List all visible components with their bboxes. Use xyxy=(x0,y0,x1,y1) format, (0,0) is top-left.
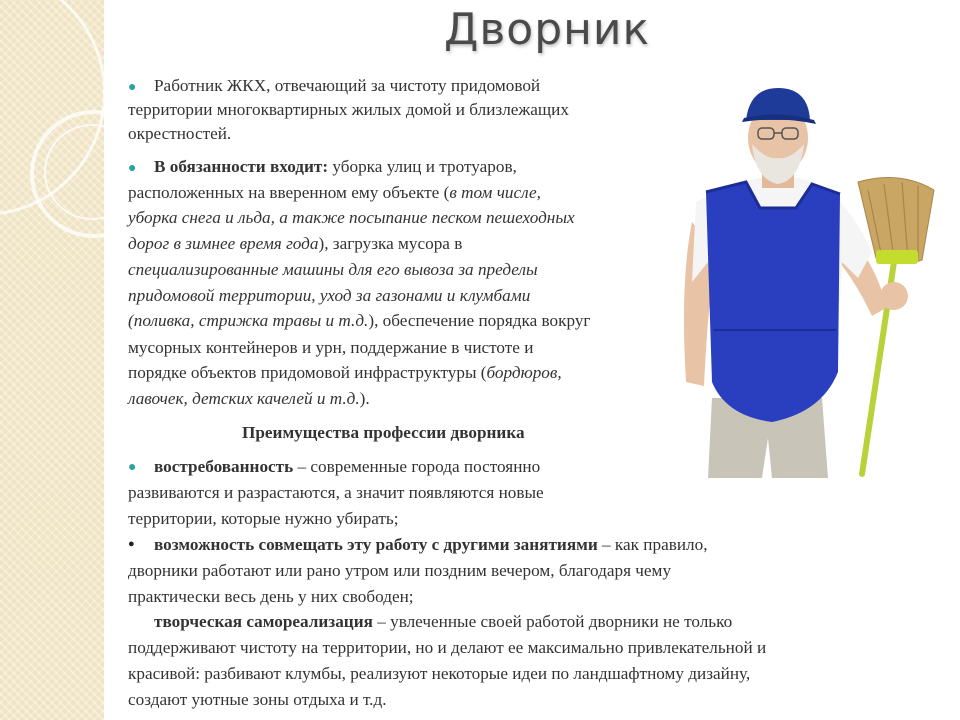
duties-line-6: придомовой территории, уход за газонами и клумбами xyxy=(128,286,531,305)
adv2-line-3: практически весь день у них свободен; xyxy=(128,587,414,606)
duties-line-4: дорог в зимнее время года), загрузка мусора в xyxy=(128,234,463,253)
duties-line-7: (поливка, стрижка травы и т.д.), обеспечение порядка вокруг xyxy=(128,311,591,330)
adv1-line-1: востребованность – современные города постоянно xyxy=(154,457,541,476)
adv3-line-4: создают уютные зоны отдыха и т.д. xyxy=(128,690,387,709)
intro-line-3: окрестностей. xyxy=(128,124,232,143)
adv2-label: возможность совмещать эту работу с другими занятиями xyxy=(154,535,598,554)
adv3-label: творческая самореализация xyxy=(154,612,373,631)
duties-line-3: уборка снега и льда, а также посыпание песком пешеходных xyxy=(128,208,575,227)
bullet-icon: ● xyxy=(128,161,137,176)
adv1-line-3: территории, которые нужно убирать; xyxy=(128,509,399,528)
decorative-left-band xyxy=(0,0,104,720)
decorative-ring-inner xyxy=(44,124,140,220)
adv2-line-2: дворники работают или рано утром или поздним вечером, благодаря чему xyxy=(128,561,672,580)
advantages-heading: Преимущества профессии дворника xyxy=(242,423,525,442)
adv3-line-2: поддерживают чистоту на территории, но и делают ее максимально привлекательной и xyxy=(128,638,767,657)
duties-line-2: расположенных на вверенном ему объекте (в том числе, xyxy=(128,183,541,202)
bullet-icon: ● xyxy=(128,80,137,95)
intro-line-2: территории многоквартирных жилых домой и близлежащих xyxy=(128,100,569,119)
duties-line-1: В обязанности входит: уборка улиц и тротуаров, xyxy=(154,157,517,176)
adv2-line-1: возможность совмещать эту работу с другими занятиями – как правило, xyxy=(154,535,708,554)
duties-line-10: лавочек, детских качелей и т.д.). xyxy=(128,389,370,408)
duties-line-9: порядке объектов придомовой инфраструктуры (бордюров, xyxy=(128,363,562,382)
bullet-icon: ● xyxy=(128,538,135,550)
adv3-line-3: красивой: разбивают клумбы, реализуют некоторые идеи по ландшафтному дизайну, xyxy=(128,664,751,683)
adv1-label: востребованность xyxy=(154,457,294,476)
duties-line-8: мусорных контейнеров и урн, поддержание в чистоте и xyxy=(128,338,534,357)
janitor-photo xyxy=(672,82,952,482)
bullet-icon: ● xyxy=(128,460,137,475)
slide-title: Дворник xyxy=(444,4,651,55)
duties-label: В обязанности входит: xyxy=(154,157,329,176)
adv3-line-1: творческая самореализация – увлеченные своей работой дворники не только xyxy=(154,612,733,631)
intro-line-1: Работник ЖКХ, отвечающий за чистоту придомовой xyxy=(154,76,541,95)
duties-line-5: специализированные машины для его вывоза за пределы xyxy=(128,260,538,279)
adv1-line-2: развиваются и разрастаются, а значит появляются новые xyxy=(128,483,544,502)
